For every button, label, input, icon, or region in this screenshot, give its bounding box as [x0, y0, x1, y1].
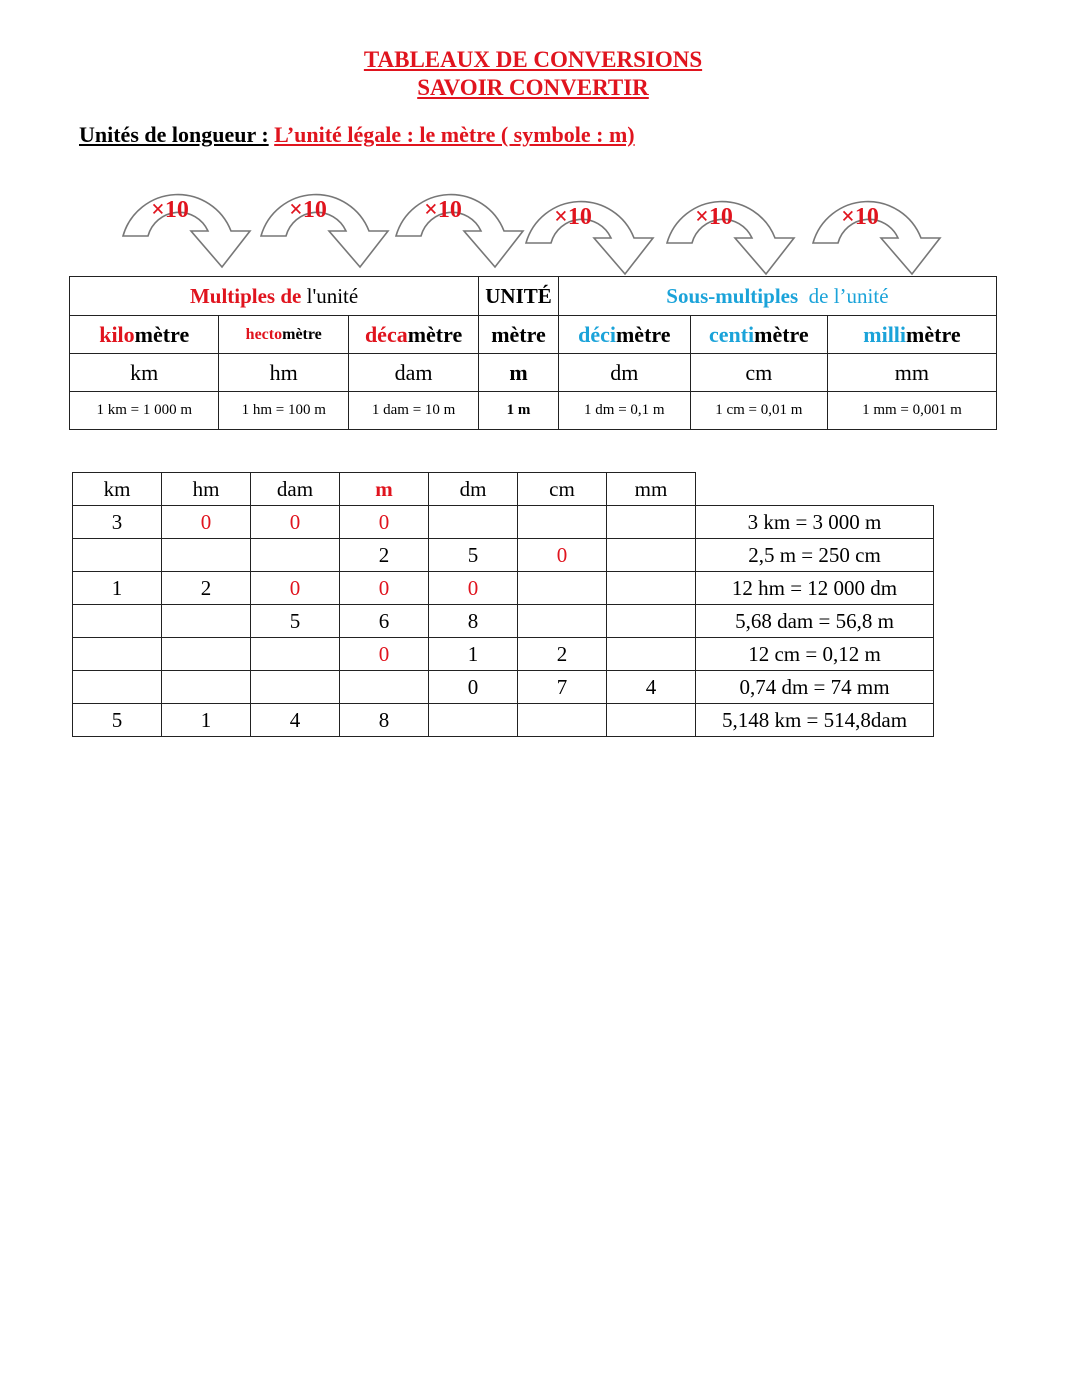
unit-equivalence-hm: 1 hm = 100 m [219, 392, 349, 430]
conv-cell: 0 [251, 572, 340, 605]
conv-cell [251, 638, 340, 671]
group-multiples [70, 277, 479, 316]
group-sub-bold: Sous-multiples [666, 283, 799, 308]
conv-result: 5,148 km = 514,8dam [696, 704, 934, 737]
conv-cell: 0 [340, 506, 429, 539]
unit-symbol-mm: mm [827, 354, 996, 392]
curved-arrow-icon [667, 202, 794, 274]
units-table [69, 276, 997, 430]
units-equivalences-row [70, 392, 997, 430]
conv-cell: 1 [429, 638, 518, 671]
conv-cell [518, 605, 607, 638]
unit-prefix: déca [364, 321, 408, 347]
conv-cell [162, 539, 251, 572]
section-subtitle [79, 122, 635, 148]
times-ten-label: ×10 [424, 197, 462, 223]
group-multiples-bold: Multiples de [189, 283, 302, 308]
conv-header-m: m [340, 473, 429, 506]
times-ten-label: ×10 [151, 197, 189, 223]
unit-name-dam [349, 316, 479, 354]
conv-cell: 7 [518, 671, 607, 704]
conv-cell [429, 506, 518, 539]
unit-name-km [70, 316, 219, 354]
page-title [0, 46, 1066, 102]
unit-name-mm [827, 316, 996, 354]
group-unit: UNITÉ [479, 277, 559, 316]
conv-header-hm: hm [162, 473, 251, 506]
table-row [73, 506, 934, 539]
title-line-2: SAVOIR CONVERTIR [417, 75, 649, 100]
times-ten-label: ×10 [554, 204, 592, 230]
unit-prefix: kilo [99, 321, 135, 347]
subtitle-value: L’unité légale : le mètre ( symbole : m) [274, 122, 635, 147]
conv-cell: 0 [162, 506, 251, 539]
conv-result: 12 cm = 0,12 m [696, 638, 934, 671]
table-row [73, 605, 934, 638]
conv-cell: 5 [429, 539, 518, 572]
conv-header-blank [696, 473, 934, 506]
conv-cell: 0 [429, 671, 518, 704]
conv-cell [73, 671, 162, 704]
table-row [73, 539, 934, 572]
conv-cell [251, 671, 340, 704]
conv-cell [162, 605, 251, 638]
curved-arrow-icon [813, 202, 940, 274]
conv-cell [73, 605, 162, 638]
conv-cell [518, 704, 607, 737]
unit-prefix: déci [578, 321, 616, 347]
table-row [73, 572, 934, 605]
unit-suffix: mètre [491, 321, 546, 347]
conv-cell [340, 671, 429, 704]
conv-cell [607, 638, 696, 671]
group-submultiples [558, 277, 996, 316]
unit-name-m [479, 316, 559, 354]
conv-cell: 2 [162, 572, 251, 605]
conv-cell: 6 [340, 605, 429, 638]
unit-name-cm [690, 316, 827, 354]
conv-header-km: km [73, 473, 162, 506]
title-line-1: TABLEAUX DE CONVERSIONS [363, 47, 703, 72]
subtitle-label: Unités de longueur : [79, 122, 269, 147]
unit-suffix: mètre [906, 321, 961, 347]
conv-cell [251, 539, 340, 572]
group-multiples-rest: l'unité [301, 283, 359, 308]
conv-cell: 0 [429, 572, 518, 605]
unit-symbol-km: km [70, 354, 219, 392]
unit-name-hm [219, 316, 349, 354]
unit-symbol-cm: cm [690, 354, 827, 392]
conv-cell: 0 [340, 572, 429, 605]
group-sub-rest-de: de l’unité [798, 283, 889, 308]
conv-cell: 1 [73, 572, 162, 605]
unit-symbol-dam: dam [349, 354, 479, 392]
conv-cell: 8 [429, 605, 518, 638]
unit-prefix: centi [708, 321, 755, 347]
unit-equivalence-cm: 1 cm = 0,01 m [690, 392, 827, 430]
conv-result: 0,74 dm = 74 mm [696, 671, 934, 704]
unit-equivalence-dm: 1 dm = 0,1 m [558, 392, 690, 430]
conv-cell [518, 572, 607, 605]
unit-suffix: mètre [282, 325, 322, 343]
times-ten-label: ×10 [841, 204, 879, 230]
conv-header-cm: cm [518, 473, 607, 506]
unit-suffix: mètre [407, 321, 463, 347]
times-ten-label: ×10 [695, 204, 733, 230]
unit-equivalence-dam: 1 dam = 10 m [349, 392, 479, 430]
unit-prefix: hecto [245, 325, 283, 343]
times-ten-arrows [0, 170, 1080, 276]
curved-arrow-icon [526, 202, 653, 274]
conv-cell [518, 506, 607, 539]
unit-equivalence-km: 1 km = 1 000 m [70, 392, 219, 430]
conv-cell: 5 [73, 704, 162, 737]
unit-symbol-dm: dm [558, 354, 690, 392]
table-row [73, 671, 934, 704]
conv-cell [73, 539, 162, 572]
conv-cell: 4 [607, 671, 696, 704]
units-names-row [70, 316, 997, 354]
unit-suffix: mètre [615, 321, 671, 347]
conv-result: 12 hm = 12 000 dm [696, 572, 934, 605]
conversion-table [72, 472, 934, 737]
unit-symbol-hm: hm [219, 354, 349, 392]
unit-suffix: mètre [754, 321, 809, 347]
table-row [73, 638, 934, 671]
unit-symbol-m: m [479, 354, 559, 392]
conv-cell: 0 [251, 506, 340, 539]
times-ten-label: ×10 [289, 197, 327, 223]
conv-cell: 0 [518, 539, 607, 572]
conv-cell: 1 [162, 704, 251, 737]
unit-name-dm [558, 316, 690, 354]
conv-cell: 3 [73, 506, 162, 539]
conv-cell [429, 704, 518, 737]
conv-cell: 8 [340, 704, 429, 737]
conv-header-dam: dam [251, 473, 340, 506]
units-group-row [70, 277, 997, 316]
conv-result: 5,68 dam = 56,8 m [696, 605, 934, 638]
conv-cell [73, 638, 162, 671]
table-row [73, 704, 934, 737]
conv-cell [607, 572, 696, 605]
unit-equivalence-m: 1 m [479, 392, 559, 430]
conv-header-dm: dm [429, 473, 518, 506]
curved-arrow-icon [261, 195, 388, 267]
unit-equivalence-mm: 1 mm = 0,001 m [827, 392, 996, 430]
conv-cell [162, 638, 251, 671]
conv-cell [607, 506, 696, 539]
unit-suffix: mètre [134, 321, 190, 347]
conv-cell [607, 704, 696, 737]
conv-cell: 2 [518, 638, 607, 671]
conv-cell: 4 [251, 704, 340, 737]
units-symbols-row [70, 354, 997, 392]
conversion-header-row [73, 473, 934, 506]
conv-cell: 5 [251, 605, 340, 638]
conv-result: 2,5 m = 250 cm [696, 539, 934, 572]
conv-cell [607, 539, 696, 572]
curved-arrow-icon [396, 195, 523, 267]
conv-cell [162, 671, 251, 704]
conv-cell: 0 [340, 638, 429, 671]
unit-prefix: milli [863, 321, 907, 347]
conv-result: 3 km = 3 000 m [696, 506, 934, 539]
conv-cell [607, 605, 696, 638]
curved-arrow-icon [123, 195, 250, 267]
conv-header-mm: mm [607, 473, 696, 506]
conv-cell: 2 [340, 539, 429, 572]
